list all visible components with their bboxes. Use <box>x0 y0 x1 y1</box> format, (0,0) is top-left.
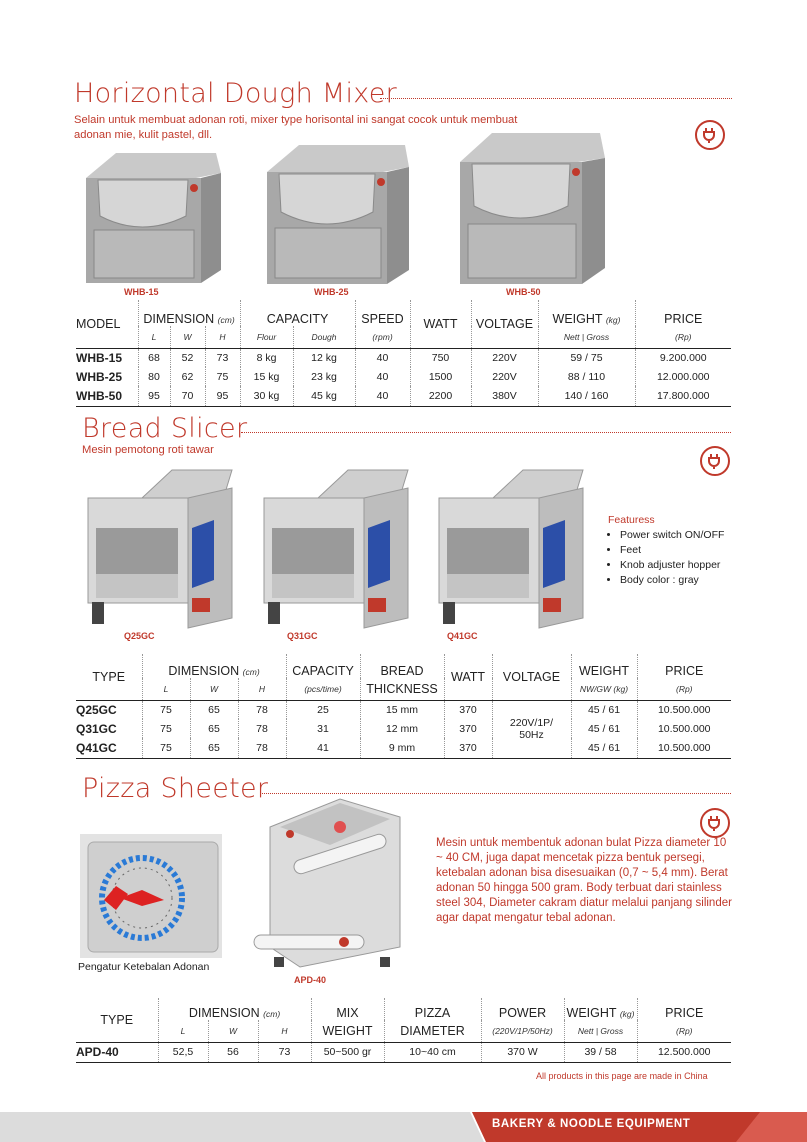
header-dough: Dough <box>293 326 355 348</box>
mixer-description: Selain untuk membuat adonan roti, mixer type horisontal ini sangat cocok untuk membuat adonan mie, kulit pastel, dll. <box>74 114 518 141</box>
row-w: 56 <box>208 1042 258 1062</box>
pizza-title-divider <box>260 793 731 794</box>
pizza-description: Mesin untuk membentuk adonan bulat Pizza diameter 10 ~ 40 CM, juga dapat mencetak pizza bentuk persegi, ketebalan adonan bisa disesuaikan (0,7 ~ 5,4 mm). Berat adonan 50 hingga 500 gram. Body terbuat dari stainless steel 304, Diameter cakram diatur melalui panjang silinder agar dapat mengatur tebal adonan. <box>436 837 732 924</box>
table-row <box>76 1042 731 1062</box>
thickness-adjuster-caption: Pengatur Ketebalan Adonan <box>78 961 210 973</box>
header-dimension: DIMENSION <box>168 664 240 678</box>
header-weight-unit: (kg) <box>605 315 621 325</box>
header-price: PRICE <box>637 654 731 678</box>
header-diameter: DIAMETER <box>384 1020 481 1042</box>
header-voltage: VOLTAGE <box>492 654 571 700</box>
feature-item: • Body color : gray <box>620 573 724 588</box>
footer-label: BAKERY & NOODLE EQUIPMENT <box>492 1118 691 1130</box>
header-power-unit: (220V/1P/50Hz) <box>481 1020 564 1042</box>
row-h: 73 <box>205 348 240 367</box>
slicer-caption-2: Q31GC <box>287 631 318 641</box>
pizza-spec-table <box>76 998 731 1063</box>
slicer-q31gc-image <box>258 468 418 630</box>
row-h: 95 <box>205 386 240 406</box>
header-model: MODEL <box>76 316 121 331</box>
row-price: 10.500.000 <box>637 738 731 758</box>
header-dimension: DIMENSION <box>143 312 215 326</box>
row-h: 75 <box>205 367 240 386</box>
feature-item: • Knob adjuster hopper <box>620 558 724 573</box>
row-model: WHB-50 <box>76 386 138 406</box>
row-w: 52 <box>170 348 205 367</box>
row-weight: 39 / 58 <box>564 1042 637 1062</box>
mixer-spec-table <box>76 300 731 407</box>
row-type: APD-40 <box>76 1042 158 1062</box>
table-row <box>76 719 731 738</box>
slicer-title: Bread Slicer <box>82 413 248 444</box>
row-price: 10.500.000 <box>637 700 731 719</box>
header-h: H <box>258 1020 311 1042</box>
header-thickness: THICKNESS <box>360 678 444 700</box>
mixer-title-divider <box>380 98 732 99</box>
row-voltage: 220V <box>471 348 538 367</box>
features-title: Featuress <box>608 514 655 526</box>
row-l: 75 <box>142 719 190 738</box>
row-price: 9.200.000 <box>635 348 731 367</box>
row-thickness: 15 mm <box>360 700 444 719</box>
row-w: 62 <box>170 367 205 386</box>
header-voltage: VOLTAGE <box>471 300 538 348</box>
mixer-caption-3: WHB-50 <box>506 287 541 297</box>
header-weight-sub: Nett | Gross <box>564 1020 637 1042</box>
table-row <box>76 367 731 386</box>
row-w: 65 <box>190 719 238 738</box>
pizza-caption: APD-40 <box>294 975 327 985</box>
header-power: POWER <box>481 998 564 1020</box>
row-capacity: 25 <box>286 700 360 719</box>
row-watt: 750 <box>410 348 471 367</box>
row-price: 10.500.000 <box>637 719 731 738</box>
mixer-caption-1: WHB-15 <box>124 287 159 297</box>
row-capacity: 31 <box>286 719 360 738</box>
header-weight-unit: NW/GW (kg) <box>571 678 637 700</box>
header-pizza: PIZZA <box>384 998 481 1020</box>
row-watt: 370 <box>444 700 492 719</box>
header-price-unit: (Rp) <box>637 678 731 700</box>
header-type: TYPE <box>100 1012 134 1027</box>
header-w: W <box>208 1020 258 1042</box>
slicer-title-divider <box>241 432 731 433</box>
row-model: WHB-25 <box>76 369 123 384</box>
pizza-title: Pizza Sheeter <box>82 773 269 804</box>
row-voltage <box>492 700 571 758</box>
power-plug-icon <box>700 808 730 838</box>
slicer-caption-3: Q41GC <box>447 631 478 641</box>
header-weight: WEIGHT <box>566 1006 617 1020</box>
header-weight-unit: (kg) <box>619 1009 635 1019</box>
row-flour: 8 kg <box>240 348 293 367</box>
row-price: 12.500.000 <box>637 1042 731 1062</box>
row-weight: 45 / 61 <box>571 719 637 738</box>
header-h: H <box>238 678 286 700</box>
header-mix-weight: WEIGHT <box>311 1020 384 1042</box>
header-capacity: CAPACITY <box>240 300 355 326</box>
row-l: 52,5 <box>158 1042 208 1062</box>
row-l: 80 <box>138 367 170 386</box>
row-dough: 12 kg <box>293 348 355 367</box>
header-watt: WATT <box>444 654 492 700</box>
row-flour: 15 kg <box>240 367 293 386</box>
header-w: W <box>170 326 205 348</box>
table-row <box>76 700 731 719</box>
header-watt: WATT <box>410 300 471 348</box>
row-dough: 45 kg <box>293 386 355 406</box>
header-price-unit: (Rp) <box>635 326 731 348</box>
slicer-features <box>608 514 724 588</box>
row-weight: 45 / 61 <box>571 738 637 758</box>
header-capacity-unit: (pcs/time) <box>286 678 360 700</box>
header-l: L <box>142 678 190 700</box>
row-l: 75 <box>142 738 190 758</box>
row-type: Q31GC <box>76 721 117 736</box>
header-l: L <box>138 326 170 348</box>
header-speed-unit: (rpm) <box>355 326 410 348</box>
header-w: W <box>190 678 238 700</box>
header-price: PRICE <box>635 300 731 326</box>
row-dough: 23 kg <box>293 367 355 386</box>
slicer-spec-table <box>76 654 731 759</box>
feature-item: • Feet <box>620 543 724 558</box>
header-price: PRICE <box>637 998 731 1020</box>
table-row <box>76 738 731 758</box>
header-dim-unit: (cm) <box>217 315 235 325</box>
row-h: 73 <box>258 1042 311 1062</box>
row-type: Q25GC <box>76 700 142 719</box>
footnote: All products in this page are made in China <box>536 1071 708 1081</box>
mixer-caption-2: WHB-25 <box>314 287 349 297</box>
mixer-whb25-image <box>257 140 415 286</box>
row-price: 17.800.000 <box>635 386 731 406</box>
row-voltage: 380V <box>471 386 538 406</box>
row-watt: 2200 <box>410 386 471 406</box>
row-voltage: 220V <box>471 367 538 386</box>
row-watt: 1500 <box>410 367 471 386</box>
row-model: WHB-15 <box>76 348 138 367</box>
header-capacity: CAPACITY <box>286 654 360 678</box>
header-weight: WEIGHT <box>571 654 637 678</box>
row-weight: 140 / 160 <box>538 386 635 406</box>
row-flour: 30 kg <box>240 386 293 406</box>
table-row <box>76 386 731 406</box>
row-w: 65 <box>190 738 238 758</box>
header-h: H <box>205 326 240 348</box>
row-speed: 40 <box>355 386 410 406</box>
row-weight: 88 / 110 <box>538 367 635 386</box>
row-l: 68 <box>138 348 170 367</box>
header-price-unit: (Rp) <box>637 1020 731 1042</box>
mixer-title: Horizontal Dough Mixer <box>74 78 398 109</box>
row-watt: 370 <box>444 738 492 758</box>
row-price: 12.000.000 <box>635 367 731 386</box>
header-dim-unit: (cm) <box>242 667 260 677</box>
slicer-q25gc-image <box>82 468 242 630</box>
slicer-caption-1: Q25GC <box>124 631 155 641</box>
row-watt: 370 <box>444 719 492 738</box>
voltage-line-2: 50Hz <box>519 729 544 741</box>
row-weight: 45 / 61 <box>571 700 637 719</box>
header-speed: SPEED <box>355 300 410 326</box>
header-dimension: DIMENSION <box>188 1006 260 1020</box>
header-bread: BREAD <box>360 654 444 678</box>
row-mix: 50~500 gr <box>311 1042 384 1062</box>
header-weight: WEIGHT <box>552 312 603 326</box>
header-flour: Flour <box>240 326 293 348</box>
row-l: 95 <box>138 386 170 406</box>
row-h: 78 <box>238 719 286 738</box>
header-mix: MIX <box>311 998 384 1020</box>
row-w: 70 <box>170 386 205 406</box>
row-capacity: 41 <box>286 738 360 758</box>
row-weight: 59 / 75 <box>538 348 635 367</box>
header-dim-unit: (cm) <box>263 1009 281 1019</box>
row-h: 78 <box>238 700 286 719</box>
header-weight-sub: Nett | Gross <box>538 326 635 348</box>
slicer-q41gc-image <box>433 468 593 630</box>
feature-item: • Power switch ON/OFF <box>620 528 724 543</box>
row-speed: 40 <box>355 367 410 386</box>
pizza-sheeter-apd40-image <box>240 797 410 975</box>
thickness-adjuster-image <box>80 834 222 958</box>
mixer-whb15-image <box>76 148 226 286</box>
row-w: 65 <box>190 700 238 719</box>
row-l: 75 <box>142 700 190 719</box>
voltage-line-1: 220V/1P/ <box>509 717 554 729</box>
row-type: Q41GC <box>76 738 142 758</box>
header-type: TYPE <box>92 669 126 684</box>
row-thickness: 9 mm <box>360 738 444 758</box>
power-plug-icon <box>695 120 725 150</box>
row-speed: 40 <box>355 348 410 367</box>
row-power: 370 W <box>481 1042 564 1062</box>
power-plug-icon <box>700 446 730 476</box>
row-diameter: 10~40 cm <box>384 1042 481 1062</box>
header-l: L <box>158 1020 208 1042</box>
table-row <box>76 348 731 367</box>
slicer-description: Mesin pemotong roti tawar <box>82 444 214 456</box>
row-thickness: 12 mm <box>360 719 444 738</box>
row-h: 78 <box>238 738 286 758</box>
mixer-whb50-image <box>450 128 610 286</box>
